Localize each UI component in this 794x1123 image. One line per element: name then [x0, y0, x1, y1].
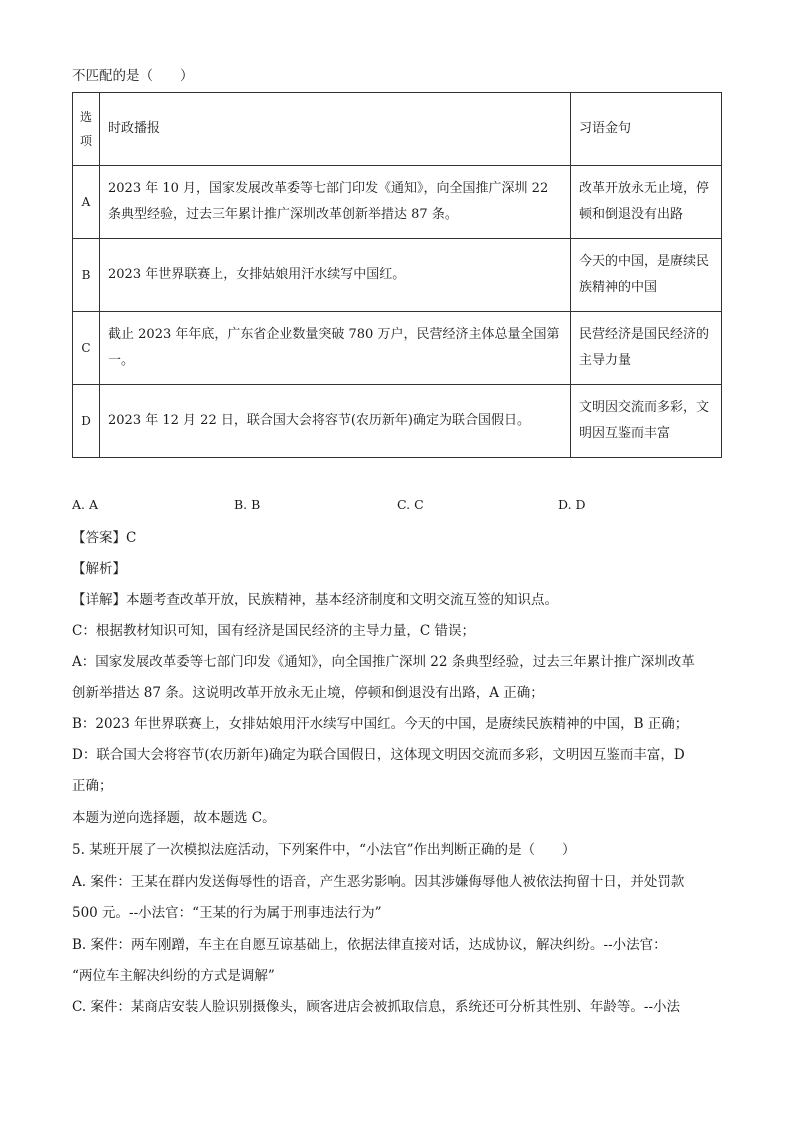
row-option: C	[73, 312, 100, 385]
row-news: 截止 2023 年年底，广东省企业数量突破 780 万户，民营经济主体总量全国第一。	[100, 312, 571, 385]
detail-a-line1: A：国家发展改革委等七部门印发《通知》，向全国推广深圳 22 条典型经验，过去三年累计推广深圳改革	[72, 654, 695, 670]
detail-d-line1: D：联合国大会将容节(农历新年)确定为联合国假日，这体现文明因交流而多彩，文明因互鉴而丰富，D	[72, 747, 685, 763]
row-quote: 今天的中国，是赓续民族精神的中国	[571, 239, 722, 312]
question5-option-a-line2: 500 元。--小法官：“王某的行为属于刑事违法行为”	[72, 905, 382, 921]
detail-conclusion: 本题为逆向选择题，故本题选 C。	[72, 810, 276, 826]
table-row	[73, 385, 722, 458]
detail-summary: 本题考查改革开放，民族精神，基本经济制度和文明交流互签的知识点。	[126, 592, 558, 608]
question5-option-c-line1: C. 案件：某商店安装人脸识别摄像头，顾客进店会被抓取信息，系统还可分析其性别、年龄等。--小法	[72, 999, 681, 1015]
question5-stem: 5. 某班开展了一次模拟法庭活动，下列案件中，“小法官”作出判断正确的是（ ）	[72, 842, 576, 858]
question-table	[72, 92, 722, 458]
answer-line	[72, 528, 136, 548]
row-news: 2023 年 12 月 22 日，联合国大会将容节(农历新年)确定为联合国假日。	[100, 385, 571, 458]
row-option: A	[73, 166, 100, 239]
header-quote: 习语金句	[571, 93, 722, 166]
question5-option-b-line1: B. 案件：两车刚蹭，车主在自愿互谅基础上，依据法律直接对话，达成协议，解决纠纷。--小法官：	[72, 937, 667, 953]
detail-c: C：根据教材知识可知，国有经济是国民经济的主导力量，C 错误；	[72, 623, 475, 639]
detail-summary-line	[72, 590, 558, 610]
table-row	[73, 166, 722, 239]
row-news: 2023 年 10 月，国家发展改革委等七部门印发《通知》，向全国推广深圳 22 条典型经验，过去三年累计推广深圳改革创新举措达 87 条。	[100, 166, 571, 239]
answer-value: C	[126, 530, 137, 546]
row-quote: 文明因交流而多彩，文明因互鉴而丰富	[571, 385, 722, 458]
row-quote: 民营经济是国民经济的主导力量	[571, 312, 722, 385]
choice-b: B. B	[234, 497, 261, 512]
row-option: B	[73, 239, 100, 312]
row-news: 2023 年世界联赛上，女排姑娘用汗水续写中国红。	[100, 239, 571, 312]
table-row	[73, 312, 722, 385]
choice-d: D. D	[558, 497, 586, 512]
question5-option-b-line2: “两位车主解决纠纷的方式是调解”	[72, 968, 275, 984]
answer-tag: 【答案】	[72, 530, 126, 546]
detail-d-line2: 正确；	[72, 778, 113, 794]
detail-b: B：2023 年世界联赛上，女排姑娘用汗水续写中国红。今天的中国，是赓续民族精神的中国，B 正确；	[72, 716, 689, 732]
detail-a-line2: 创新举措达 87 条。这说明改革开放永无止境，停顿和倒退没有出路，A 正确；	[72, 685, 544, 701]
row-quote: 改革开放永无止境，停顿和倒退没有出路	[571, 166, 722, 239]
analysis-tag: 【解析】	[72, 561, 126, 577]
detail-tag: 【详解】	[72, 592, 126, 608]
header-option: 选项	[73, 93, 100, 166]
row-option: D	[73, 385, 100, 458]
choice-c: C. C	[397, 497, 424, 512]
choice-a: A. A	[72, 497, 99, 512]
table-header-row	[73, 93, 722, 166]
question5-option-a-line1: A. 案件：王某在群内发送侮辱性的语音，产生恶劣影响。因其涉嫌侮辱他人被依法拘留十日，并处罚款	[72, 874, 685, 890]
header-news: 时政播报	[100, 93, 571, 166]
table-row	[73, 239, 722, 312]
question-intro: 不匹配的是（ ）	[72, 68, 194, 84]
